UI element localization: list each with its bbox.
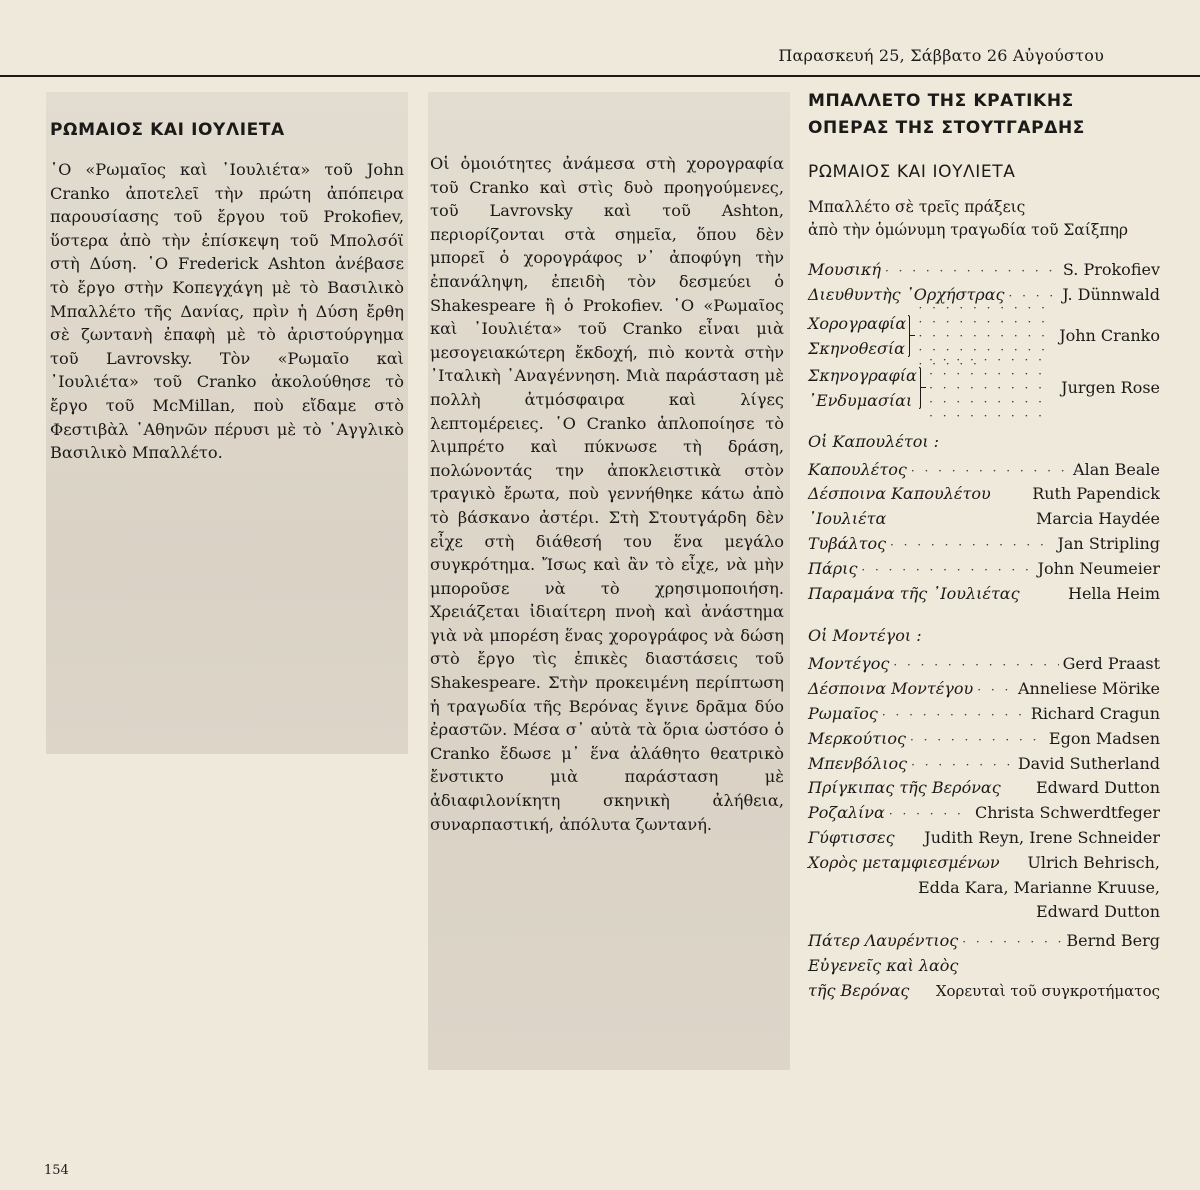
cast-name: David Sutherland bbox=[1017, 753, 1160, 773]
article-paragraph-1: ῾Ο «Ρωμαῖος καὶ ᾿Ιουλιέτα» τοῦ John Cranko ἀποτελεῖ τὴν πρώτη ἀπόπειρα παρουσίασης τοῦ ἔργου τοῦ Prokofiev, ὕστερα ἀπὸ τὴν ἐπίσκεψη τοῦ Μπολσόϊ στὴ Δύση. ῾Ο Frederick Ashton ἀνέβασε τὸ ἔργο στὴν Κοπεγχάγη μὲ τὸ Βασιλικὸ Μπαλλέτο τῆς Δανίας, πρὶν ἡ Δύση ἔρθη σὲ ζωντανὴ ἐπαφὴ μὲ τὸ ἀριστούργημα τοῦ Lavrovsky. Τὸν «Ρωμαῖο καὶ ᾿Ιουλιέτα» τοῦ Cranko ἀκολούθησε τὸ ἔργο τοῦ McMillan, ποὺ εἴδαμε στὸ Φεστιβὰλ ᾿Αθηνῶν πέρυσι μὲ τὸ ᾿Αγγλικὸ Βασιλικὸ Μπαλλέτο. bbox=[50, 160, 404, 463]
cast-name: Christa Schwerdtfeger bbox=[974, 803, 1160, 823]
cast-row bbox=[808, 559, 1160, 584]
cast-name: Anneliese Mörike bbox=[1017, 679, 1160, 699]
credit-role: Μουσική bbox=[808, 260, 882, 279]
article-paragraph-2: Οἱ ὁμοιότητες ἀνάμεσα στὴ χορογραφία τοῦ Cranko καὶ στὶς δυὸ προηγούμενες, τοῦ Lavrovsky καὶ τοῦ Ashton, περιορίζονται στὰ σημεῖα, ὅπου δὲν μπορεῖ ὁ χορογράφος ν᾿ ἀποφύγη τὴν ἐπανάληψη, ἐπειδὴ τὸν δεσμεύει ὁ Shakespeare ἢ ὁ Prokofiev. ῾Ο «Ρωμαῖος καὶ ᾿Ιουλιέτα» τοῦ Cranko εἶναι μιὰ μεσογειακώτερη ἔκδοχή, πιὸ κοντὰ στὴν ᾿Ιταλικὴ ᾿Αναγέννηση. Μιὰ παράσταση μὲ πολλὴ ἀτμόσφαιρα καὶ λίγες λεπτομέρειες. ῾Ο Cranko ἁπλοποίησε τὸ λιμπρέτο καὶ πύκνωσε τὴ δράση, πολώνοντάς την ἀποκλειστικὰ στὸν τραγικὸ ἔρωτα, ποὺ γεννήθηκε κάτω ἀπὸ τὸ βάσκανο ἀστέρι. Στὴ Στουτγάρδη δὲν εἶχε στὴ διάθεσή του ἕνα μεγάλο συγκρότημα. Ἴσως καὶ ἂν τὸ εἶχε, νὰ μὴν μποροῦσε νὰ τὸ χρησιμοποιήση. Χρειάζεται ἰδιαίτερη πνοὴ καὶ ἀνάστημα γιὰ νὰ μπορέση ἕνας χορογράφος νὰ δώση στὸ ἔργο τὶς ἐπικὲς διαστάσεις τοῦ Shakespeare. Στὴν προκειμένη περίπτωση ἡ τραγωδία τῆς Βερόνας ἔγινε δρᾶμα δύο ἐραστῶν. Μέσα σ᾿ αὐτὰ τὰ ὅρια ὡστόσο ὁ Cranko ἔδωσε μ᾿ ἕνα ἀλάθητο θεατρικὸ ἔνστικτο μιὰ παράσταση μὲ ἀδιαφιλονίκητη σκηνικὴ ἀλήθεια, συναρπαστική, ἀπόλυτα ζωντανή. bbox=[430, 154, 784, 834]
cast-role: Πάρις bbox=[808, 558, 858, 578]
leader-dots bbox=[889, 807, 971, 821]
header-date: Παρασκευή 25, Σάββατο 26 Αὐγούστου bbox=[778, 46, 1104, 65]
subtitle-line-1: Μπαλλέτο σὲ τρεῖς πράξεις bbox=[808, 198, 1026, 216]
subtitle-line-2: ἀπὸ τὴν ὁμώνυμη τραγωδία τοῦ Σαίξπηρ bbox=[808, 221, 1129, 239]
cast-role: Παραμάνα τῆς ᾿Ιουλιέτας bbox=[808, 583, 1020, 603]
cast-name: Richard Cragun bbox=[1030, 703, 1160, 723]
cast-name: John Neumeier bbox=[1037, 558, 1160, 578]
credit-name: J. Dünnwald bbox=[1062, 284, 1160, 304]
cast-name: Edward Dutton bbox=[1035, 778, 1160, 798]
cast-row bbox=[808, 754, 1160, 779]
capulets-heading: Οἱ Καπουλέτοι : bbox=[808, 431, 940, 451]
cast-name: Gerd Praast bbox=[1062, 654, 1160, 674]
leader-dots bbox=[911, 758, 1014, 772]
work-title: ΡΩΜΑΙΟΣ ΚΑΙ ΙΟΥΛΙΕΤΑ bbox=[808, 162, 1016, 182]
cast-name-continued: Edward Dutton bbox=[1035, 902, 1160, 922]
cast-row bbox=[808, 509, 1160, 534]
top-rule bbox=[0, 75, 1200, 77]
credit-role: ᾿Ενδυμασίαι bbox=[808, 390, 913, 410]
cast-row bbox=[808, 778, 1160, 803]
cast-row bbox=[808, 534, 1160, 559]
cast-name: Marcia Haydée bbox=[1036, 509, 1160, 529]
brace-mark bbox=[908, 315, 910, 357]
leader-dots bbox=[910, 733, 1045, 747]
leader-dots bbox=[977, 683, 1014, 697]
cast-row bbox=[808, 584, 1160, 609]
leader-dots bbox=[861, 563, 1033, 577]
cast-role: Χορὸς μεταμφιεσμένων bbox=[808, 852, 1000, 872]
cast-role: Μοντέγος bbox=[808, 654, 890, 674]
cast-role: Τυβάλτος bbox=[808, 533, 887, 553]
cast-role: Μερκούτιος bbox=[808, 728, 906, 748]
brace-roles bbox=[808, 311, 906, 361]
cast-role: Πάτερ Λαυρέντιος bbox=[808, 931, 959, 951]
cast-role: Πρίγκιπας τῆς Βερόνας bbox=[808, 778, 1001, 798]
credit-name: Jurgen Rose bbox=[1061, 378, 1160, 398]
cast-row bbox=[808, 956, 1160, 981]
leader-dots bbox=[882, 708, 1027, 722]
cast-row bbox=[808, 931, 1160, 956]
cast-role: Ροζαλίνα bbox=[808, 803, 885, 823]
cast-name: Bernd Berg bbox=[1066, 931, 1160, 951]
cast-role: Μπενβόλιος bbox=[808, 753, 908, 773]
credit-role: Σκηνοθεσία bbox=[808, 338, 905, 358]
cast-row bbox=[808, 679, 1160, 704]
cast-name: Hella Heim bbox=[1068, 583, 1160, 603]
cast-role: Εὐγενεῖς καὶ λαὸς bbox=[808, 955, 959, 975]
brace-roles bbox=[808, 363, 917, 413]
leader-dots bbox=[962, 935, 1062, 949]
company-name-line-1: ΜΠΑΛΛΕΤΟ ΤΗΣ ΚΡΑΤΙΚΗΣ bbox=[808, 91, 1074, 111]
cast-row bbox=[808, 729, 1160, 754]
credit-role: Χορογραφία bbox=[808, 313, 907, 333]
credit-role: Σκηνογραφία bbox=[808, 365, 917, 385]
credit-name: John Cranko bbox=[1059, 326, 1160, 346]
cast-role: ᾿Ιουλιέτα bbox=[808, 509, 887, 529]
article-column-1 bbox=[50, 120, 404, 465]
cast-row bbox=[808, 484, 1160, 509]
cast-list bbox=[808, 88, 1160, 1006]
section-heading: ΡΩΜΑΙΟΣ ΚΑΙ ΙΟΥΛΙΕΤΑ bbox=[50, 120, 285, 140]
company-name-line-2: ΟΠΕΡΑΣ ΤΗΣ ΣΤΟΥΤΓΑΡΔΗΣ bbox=[808, 118, 1086, 138]
leader-dots bbox=[890, 538, 1053, 552]
cast-row bbox=[808, 828, 1160, 853]
credit-name: S. Prokofiev bbox=[1062, 260, 1160, 279]
montagues-heading: Οἱ Μοντέγοι : bbox=[808, 626, 922, 646]
cast-name: Alan Beale bbox=[1073, 459, 1160, 479]
cast-role: Καπουλέτος bbox=[808, 459, 907, 479]
cast-role: Δέσποινα Μοντέγου bbox=[808, 679, 974, 699]
cast-role: Δέσποινα Καπουλέτου bbox=[808, 484, 991, 504]
cast-name: Χορευταὶ τοῦ συγκροτήματος bbox=[935, 981, 1160, 1000]
cast-role: Ρωμαῖος bbox=[808, 703, 878, 723]
cast-name-continued: Edda Kara, Marianne Kruuse, bbox=[917, 877, 1160, 897]
leader-dots bbox=[893, 658, 1058, 672]
cast-name: Ulrich Behrisch, bbox=[1027, 852, 1160, 872]
cast-name: Judith Reyn, Irene Schneider bbox=[924, 827, 1160, 847]
cast-row bbox=[808, 981, 1160, 1006]
design-credit bbox=[808, 362, 1160, 414]
cast-name: Ruth Papendick bbox=[1032, 484, 1160, 504]
cast-row bbox=[808, 803, 1160, 828]
cast-name: Jan Stripling bbox=[1057, 533, 1160, 553]
cast-row bbox=[808, 460, 1160, 485]
cast-role: τῆς Βερόνας bbox=[808, 980, 910, 1000]
cast-row bbox=[808, 704, 1160, 729]
leader-dots bbox=[929, 353, 1057, 423]
article-column-2 bbox=[430, 152, 784, 836]
leader-dots bbox=[911, 464, 1069, 478]
page-number: 154 bbox=[44, 1163, 69, 1178]
credit-role: Διευθυντὴς ᾿Ορχήστρας bbox=[808, 284, 1005, 304]
work-subtitle bbox=[808, 196, 1160, 242]
credit-row bbox=[808, 260, 1160, 285]
brace-mark bbox=[919, 367, 921, 409]
cast-role: Γύφτισσες bbox=[808, 827, 895, 847]
cast-row bbox=[808, 853, 1160, 878]
cast-name: Egon Madsen bbox=[1048, 728, 1160, 748]
cast-row bbox=[808, 654, 1160, 679]
leader-dots bbox=[885, 264, 1059, 278]
